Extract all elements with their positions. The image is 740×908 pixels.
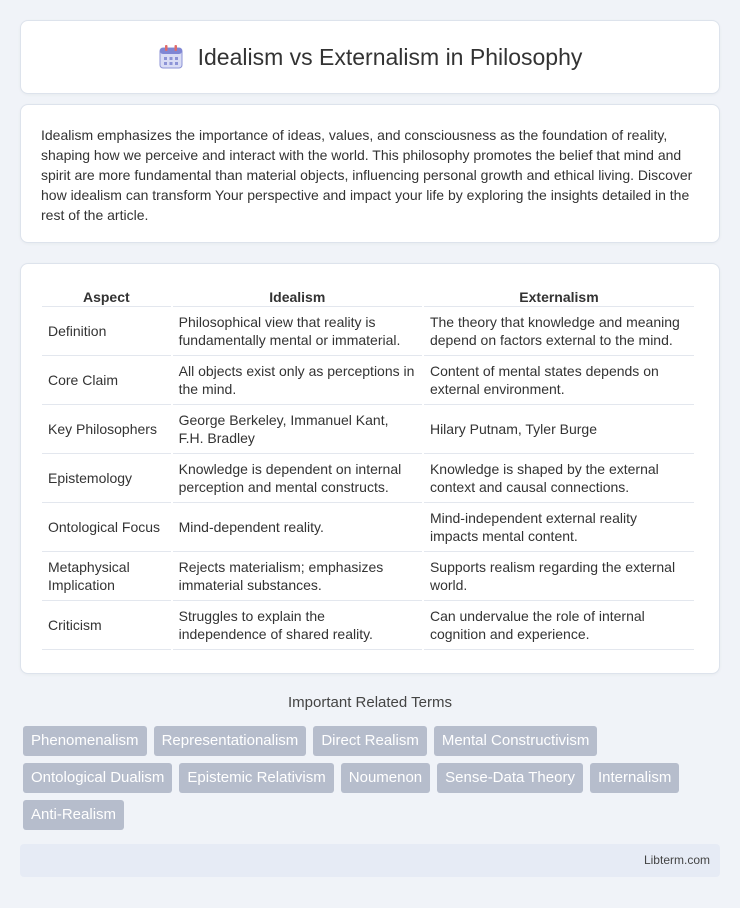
table-row <box>42 307 694 356</box>
cell-aspect: Epistemology <box>42 454 171 503</box>
related-term-tag[interactable]: Anti-Realism <box>23 800 124 830</box>
related-term-tag[interactable]: Direct Realism <box>313 726 427 756</box>
calendar-icon <box>158 44 184 70</box>
footer-brand[interactable]: Libterm.com <box>643 853 710 867</box>
comparison-table <box>40 284 696 650</box>
related-term-tag[interactable]: Epistemic Relativism <box>179 763 333 793</box>
intro-text: Idealism emphasizes the importance of ideas, values, and consciousness as the foundation of reality, shaping how we perceive and interact with the world. This philosophy promotes the belief that mind and spirit are more fundamental than material objects, influencing personal growth and ethical living. Discover how idealism can transform Your perspective and impact your life by exploring the insights detailed in the rest of the article. <box>41 127 693 223</box>
cell-externalism: The theory that knowledge and meaning depend on factors external to the mind. <box>424 307 694 356</box>
table-body <box>42 307 694 650</box>
cell-externalism: Mind-independent external reality impacts mental content. <box>424 503 694 552</box>
cell-externalism: Knowledge is shaped by the external context and causal connections. <box>424 454 694 503</box>
header-aspect: Aspect <box>42 284 171 307</box>
table-row <box>42 405 694 454</box>
related-term-tag[interactable]: Ontological Dualism <box>23 763 172 793</box>
cell-idealism: Mind-dependent reality. <box>173 503 422 552</box>
cell-externalism: Content of mental states depends on external environment. <box>424 356 694 405</box>
header-card <box>20 20 720 94</box>
cell-aspect: Core Claim <box>42 356 171 405</box>
related-term-tag[interactable]: Representationalism <box>154 726 307 756</box>
table-row <box>42 454 694 503</box>
cell-idealism: Knowledge is dependent on internal perception and mental constructs. <box>173 454 422 503</box>
comparison-table-card <box>20 263 720 674</box>
cell-aspect: Definition <box>42 307 171 356</box>
cell-idealism: George Berkeley, Immanuel Kant, F.H. Bradley <box>173 405 422 454</box>
table-row <box>42 503 694 552</box>
cell-externalism: Hilary Putnam, Tyler Burge <box>424 405 694 454</box>
cell-idealism: Struggles to explain the independence of shared reality. <box>173 601 422 650</box>
related-terms-title: Important Related Terms <box>288 694 452 711</box>
table-row <box>42 356 694 405</box>
related-term-tag[interactable]: Mental Constructivism <box>434 726 598 756</box>
cell-externalism: Supports realism regarding the external world. <box>424 552 694 601</box>
related-term-tag[interactable]: Phenomenalism <box>23 726 147 756</box>
header-idealism: Idealism <box>173 284 422 307</box>
cell-aspect: Ontological Focus <box>42 503 171 552</box>
cell-aspect: Metaphysical Implication <box>42 552 171 601</box>
cell-aspect: Key Philosophers <box>42 405 171 454</box>
page-title: Idealism vs Externalism in Philosophy <box>197 43 583 70</box>
cell-idealism: All objects exist only as perceptions in the mind. <box>173 356 422 405</box>
footer <box>20 844 720 877</box>
table-row <box>42 601 694 650</box>
related-term-tag[interactable]: Noumenon <box>341 763 430 793</box>
cell-externalism: Can undervalue the role of internal cognition and experience. <box>424 601 694 650</box>
table-header-row <box>42 284 694 307</box>
table-row <box>42 552 694 601</box>
header-externalism: Externalism <box>424 284 694 307</box>
related-terms-list <box>23 726 723 837</box>
intro-card <box>20 104 720 243</box>
cell-idealism: Philosophical view that reality is fundamentally mental or immaterial. <box>173 307 422 356</box>
related-term-tag[interactable]: Sense-Data Theory <box>437 763 583 793</box>
related-term-tag[interactable]: Internalism <box>590 763 679 793</box>
cell-aspect: Criticism <box>42 601 171 650</box>
cell-idealism: Rejects materialism; emphasizes immaterial substances. <box>173 552 422 601</box>
